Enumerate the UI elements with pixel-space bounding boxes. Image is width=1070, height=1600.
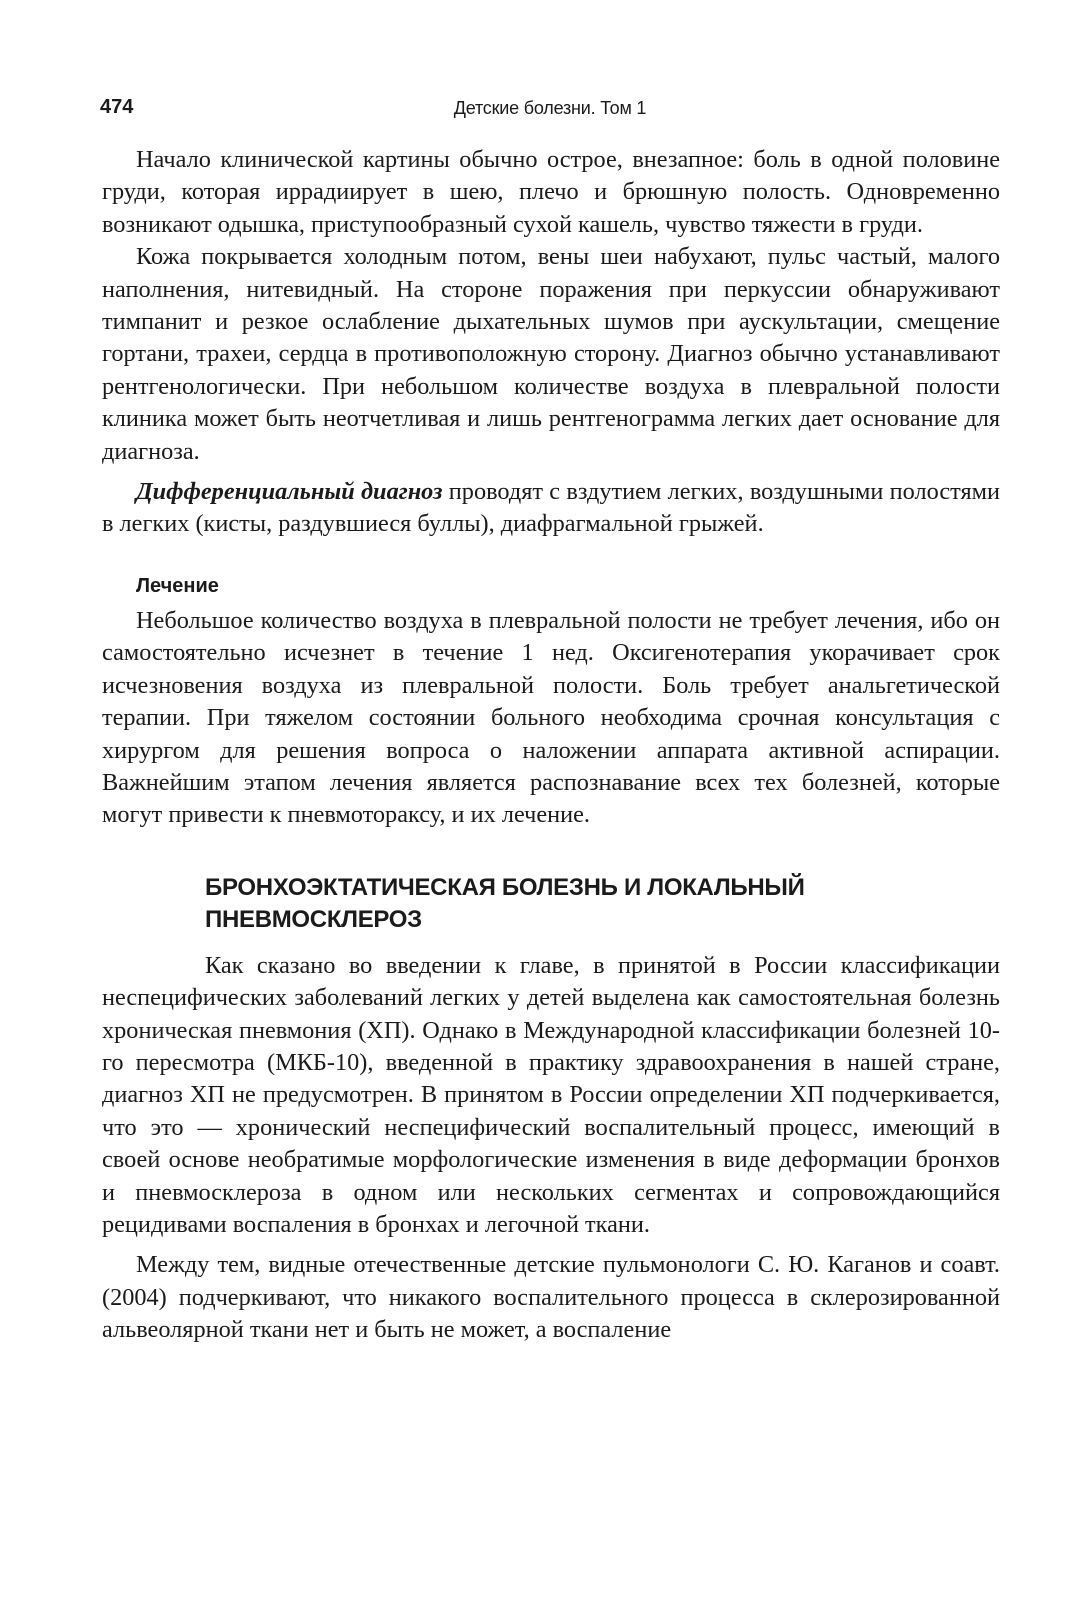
treatment-heading: Лечение	[136, 574, 219, 597]
paragraph-section-intro: Как сказано во введении к главе, в принятой в России классификации неспецифических заболеваний легких у детей выделена как самостоятельная болезнь хроническая пневмония (ХП). Однако в Международной классификации болезней 10-го пересмотра (МКБ-10), введенной в практику здравоохранения в нашей стране, диагноз ХП не предусмотрен. В принятом в России определении ХП подчеркивается, что это — хронический неспецифический воспалительный процесс, имеющий в своей основе необратимые морфологические изменения в виде деформации бронхов и пневмосклероза в одном или нескольких сегментах и сопровождающийся рецидивами воспаления в бронхах и легочной ткани.	[102, 951, 1000, 1238]
body-text	[102, 144, 1000, 1347]
differential-diagnosis-text: проводят с вздутием легких, воздушными полостями в легких (кисты, раздувшиеся буллы), диафрагмальной грыжей.	[102, 478, 1000, 538]
section-title: БРОНХОЭКТАТИЧЕСКАЯ БОЛЕЗНЬ И ЛОКАЛЬНЫЙ ПНЕВМОСКЛЕРОЗ	[205, 873, 805, 933]
running-head	[100, 96, 1000, 126]
page-number: 474	[100, 96, 134, 118]
book-title: Детские болезни. Том 1	[453, 98, 647, 118]
paragraph-onset: Начало клинической картины обычно острое, внезапное: боль в одной половине груди, которая иррадиирует в шею, плечо и брюшную полость. Одновременно возникают одышка, приступообразный сухой кашель, чувство тяжести в груди.	[102, 146, 1000, 238]
paragraph-treatment: Небольшое количество воздуха в плевральной полости не требует лечения, ибо он самостоятельно исчезнет в течение 1 нед. Оксигенотерапия укорачивает срок исчезновения воздуха из плевральной полости. Боль требует анальгетической терапии. При тяжелом состоянии больного необходима срочная консультация с хирургом для решения вопроса о наложении аппарата активной аспирации. Важнейшим этапом лечения является распознавание всех тех болезней, которые могут привести к пневмотораксу, и их лечение.	[102, 606, 1000, 829]
paragraph-section-continued: Между тем, видные отечественные детские пульмонологи С. Ю. Каганов и соавт. (2004) подчеркивают, что никакого воспалительного процесса в склерозированной альвеолярной ткани нет и быть не может, а воспаление	[102, 1251, 1000, 1344]
paragraph-symptoms: Кожа покрывается холодным потом, вены шеи набухают, пульс частый, малого наполнения, нитевидный. На стороне поражения при перкуссии обнаруживают тимпанит и резкое ослабление дыхательных шумов при аускультации, смещение гортани, трахеи, сердца в противоположную сторону. Диагноз обычно устанавливают рентгенологически. При небольшом количестве воздуха в плевральной полости клиника может быть неотчетливая и лишь рентгенограмма легких дает основание для диагноза.	[102, 243, 1000, 465]
differential-diagnosis-term: Дифференциальный диагноз	[136, 478, 443, 506]
paragraph-differential-diagnosis	[102, 476, 1000, 541]
